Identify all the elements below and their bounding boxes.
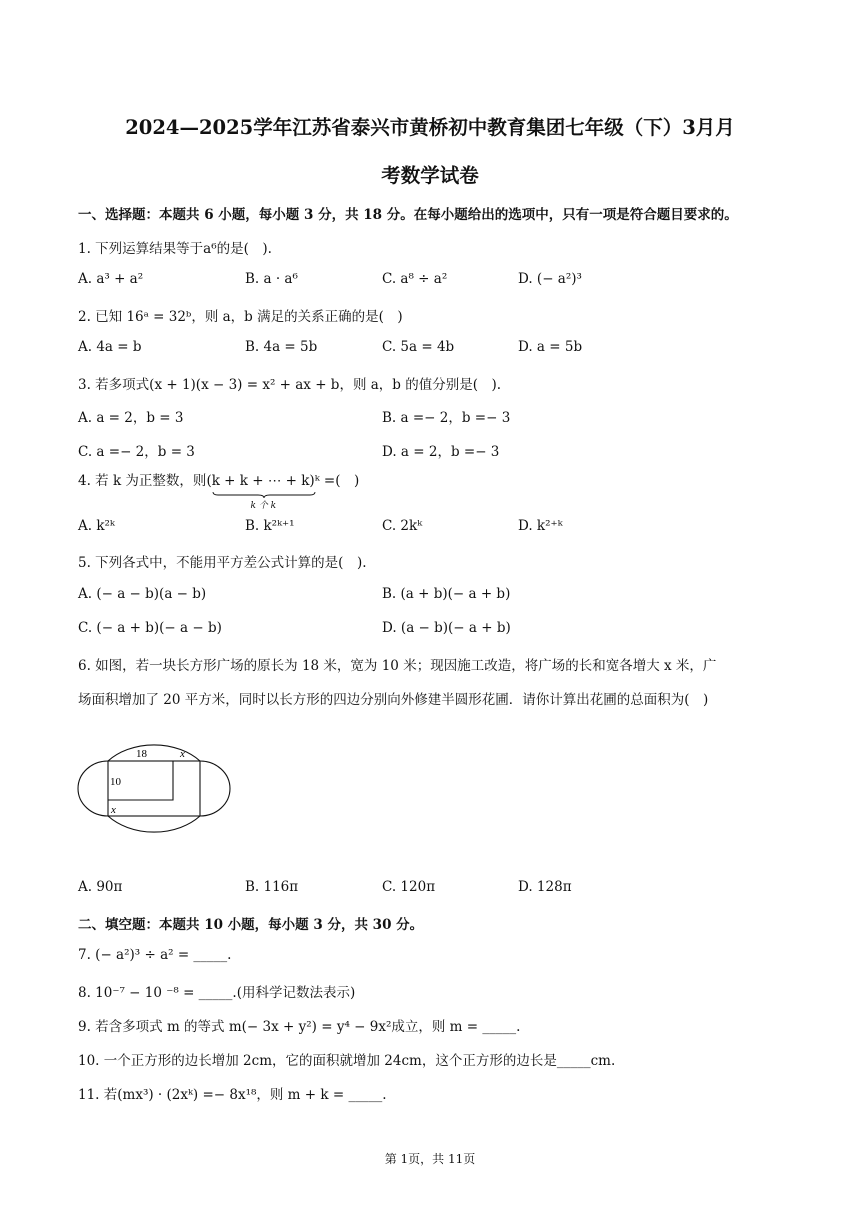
- q5-option-c: C. (− a + b)(− a − b): [78, 620, 222, 636]
- q4-option-b: B. k²ᵏ⁺¹: [245, 518, 295, 534]
- outer-rectangle: [108, 761, 200, 816]
- q4-option-a: A. k²ᵏ: [78, 518, 115, 534]
- q4-expression: (k + k + ⋯ + k): [206, 473, 315, 489]
- q1-option-d: D. (− a²)³: [518, 271, 582, 287]
- q10: 10. 一个正方形的边长增加 2cm，它的面积就增加 24cm，这个正方形的边长是_____cm.: [78, 1053, 616, 1069]
- left-semicircle: [78, 761, 108, 816]
- q2-option-c: C. 5a = 4b: [382, 339, 455, 355]
- q9: 9. 若含多项式 m 的等式 m(− 3x + y²) = y⁴ − 9x²成立，则 m = _____.: [78, 1019, 521, 1035]
- q4-stem: [78, 469, 360, 511]
- section1-heading: 一、选择题：本题共 6 小题，每小题 3 分，共 18 分。在每小题给出的选项中，只有一项是符合题目要求的。: [78, 207, 738, 223]
- q5-option-b: B. (a + b)(− a + b): [382, 586, 511, 602]
- page-footer: 第 1页，共 11页: [384, 1152, 476, 1166]
- q5-option-d: D. (a − b)(− a + b): [382, 620, 511, 636]
- q4-option-c: C. 2kᵏ: [382, 518, 423, 534]
- top-semicircle: [108, 745, 200, 761]
- q2-option-d: D. a = 5b: [518, 339, 583, 355]
- exam-title-line2: 考数学试卷: [381, 164, 479, 187]
- q1-option-b: B. a · a⁶: [245, 271, 298, 287]
- q4-option-d: D. k²⁺ᵏ: [518, 518, 563, 534]
- q3-option-a: A. a = 2，b = 3: [78, 410, 184, 426]
- q6-figure: [70, 716, 240, 866]
- q1-stem: 1. 下列运算结果等于a⁶的是( ).: [78, 241, 272, 257]
- q6-stem-line1: 6. 如图，若一块长方形广场的原长为 18 米，宽为 10 米；现因施工改造，将广场的长和宽各增大 x 米，广: [78, 658, 717, 674]
- q6-stem-line2: 场面积增加了 20 平方米，同时以长方形的四边分别向外修建半圆形花圃．请你计算出花圃的总面积为( ): [78, 692, 709, 708]
- q7: 7. (− a²)³ ÷ a² = _____.: [78, 947, 232, 963]
- q3-option-d: D. a = 2，b =− 3: [382, 444, 500, 460]
- q3-stem: 3. 若多项式(x + 1)(x − 3) = x² + ax + b，则 a，b 的值分别是( ).: [78, 377, 502, 393]
- right-semicircle: [200, 761, 230, 816]
- q6-option-a: A. 90π: [78, 879, 123, 895]
- q2-option-a: A. 4a = b: [78, 339, 142, 355]
- q2-stem: 2. 已知 16ᵃ = 32ᵇ，则 a，b 满足的关系正确的是( ): [78, 309, 403, 325]
- q2-option-b: B. 4a = 5b: [245, 339, 318, 355]
- label-x-side: x: [111, 804, 116, 816]
- q4-brace-note: k 个 k: [250, 501, 277, 511]
- exam-title-line1: 2024—2025学年江苏省泰兴市黄桥初中教育集团七年级（下）3月月: [125, 116, 735, 139]
- q4-brace-expression: [206, 473, 315, 511]
- q6-option-c: C. 120π: [382, 879, 436, 895]
- label-length: 18: [136, 748, 147, 760]
- q3-option-c: C. a =− 2，b = 3: [78, 444, 195, 460]
- q1-option-c: C. a⁸ ÷ a²: [382, 271, 448, 287]
- q6-option-d: D. 128π: [518, 879, 572, 895]
- q4-stem-suffix: ᵏ =( ): [314, 473, 360, 489]
- section2-heading: 二、填空题：本题共 10 小题，每小题 3 分，共 30 分。: [78, 917, 424, 933]
- q8: 8. 10⁻⁷ − 10 ⁻⁸ = _____.(用科学记数法表示): [78, 985, 356, 1001]
- q11: 11. 若(mx³) · (2xᵏ) =− 8x¹⁸，则 m + k = _____.: [78, 1087, 387, 1103]
- bottom-semicircle: [108, 816, 200, 832]
- q1-option-a: A. a³ + a²: [78, 271, 144, 287]
- label-x-top: x: [180, 748, 185, 760]
- q4-stem-prefix: 4. 若 k 为正整数，则: [78, 473, 207, 489]
- q5-option-a: A. (− a − b)(a − b): [78, 586, 207, 602]
- label-width: 10: [110, 776, 121, 788]
- q3-option-b: B. a =− 2，b =− 3: [382, 410, 511, 426]
- q5-stem: 5. 下列各式中，不能用平方差公式计算的是( ).: [78, 555, 367, 571]
- q6-option-b: B. 116π: [245, 879, 299, 895]
